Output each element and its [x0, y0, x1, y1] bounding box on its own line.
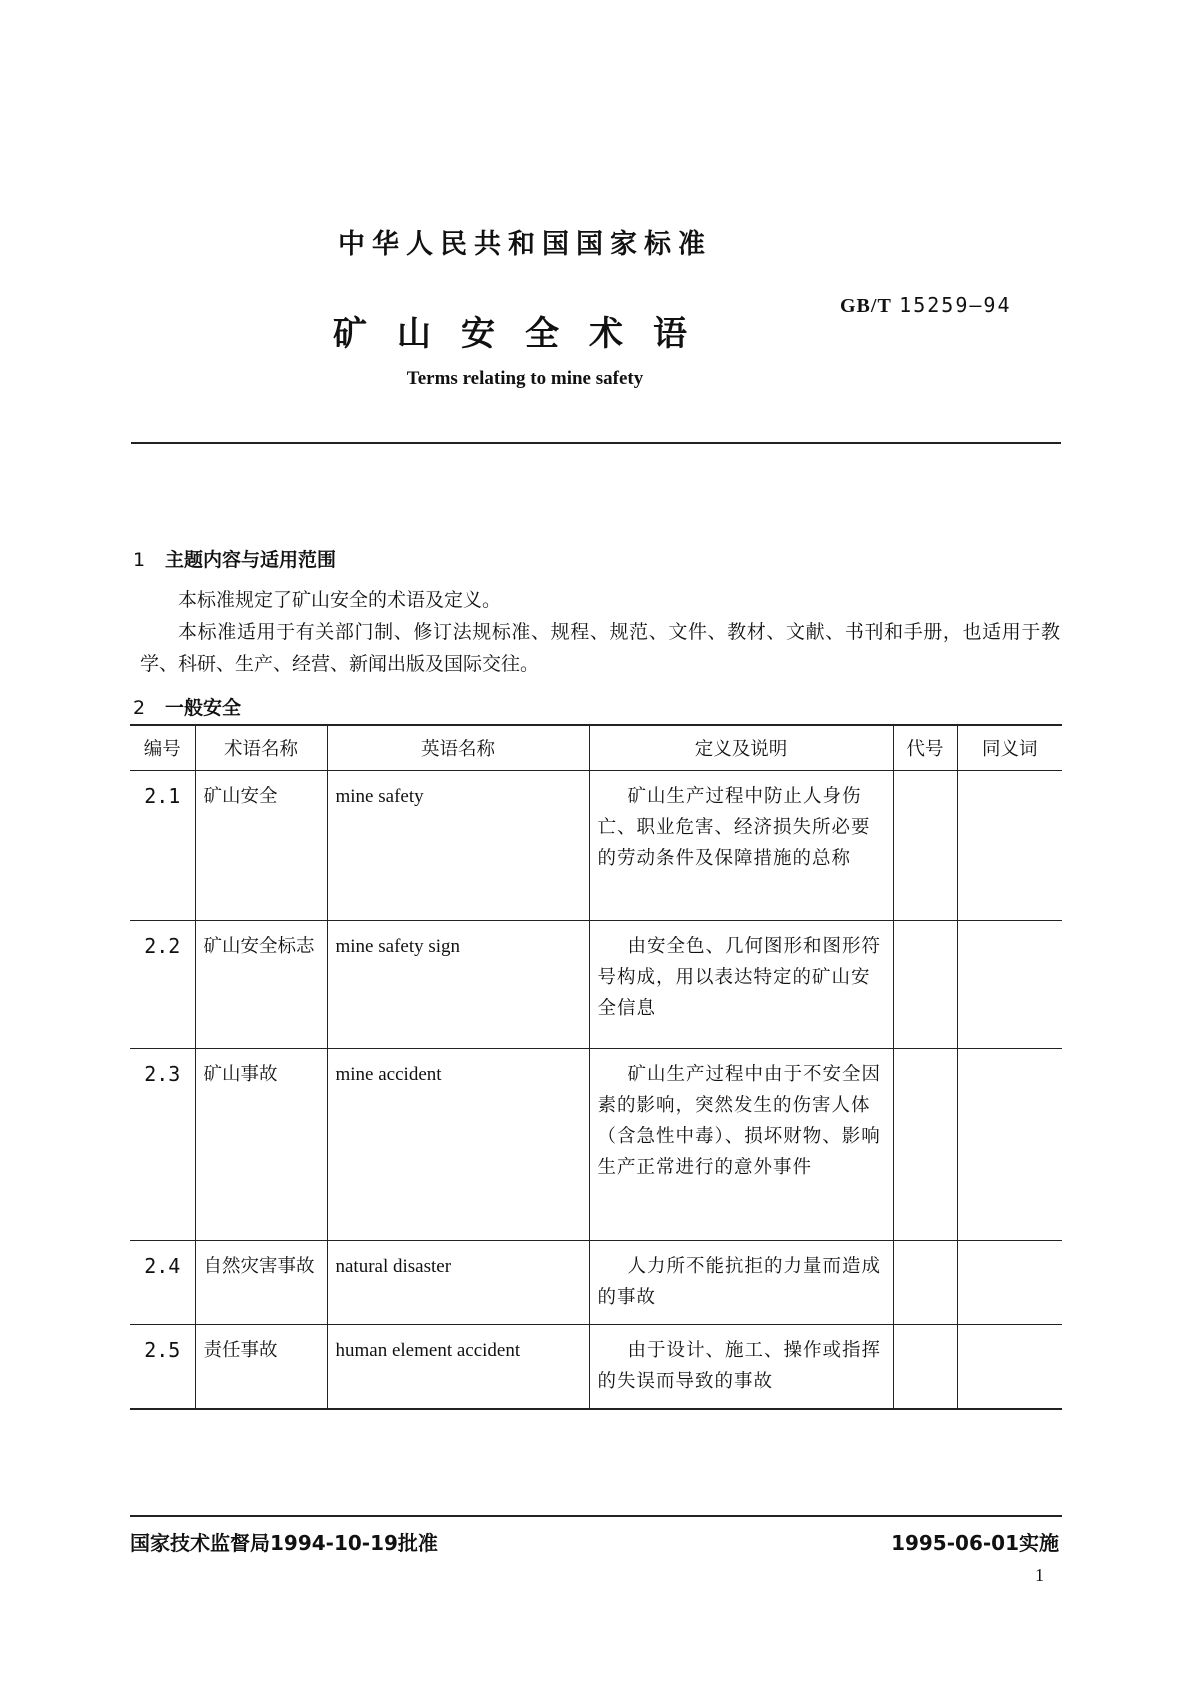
table-row — [130, 1241, 1062, 1325]
column-header-term: 术语名称 — [195, 725, 327, 771]
row-synonym — [957, 1241, 1062, 1325]
row-synonym — [957, 771, 1062, 921]
row-number: 2.3 — [130, 1049, 195, 1241]
row-code — [893, 921, 957, 1049]
implementation-date: 1995-06-01实施 — [891, 1531, 1059, 1555]
column-header-definition: 定义及说明 — [589, 725, 893, 771]
terms-table — [130, 724, 1062, 1410]
table-row — [130, 1325, 1062, 1409]
row-definition — [589, 1049, 893, 1241]
row-synonym — [957, 1049, 1062, 1241]
footer-divider — [130, 1515, 1062, 1517]
row-number: 2.4 — [130, 1241, 195, 1325]
section-1-title: 主题内容与适用范围 — [165, 549, 337, 571]
row-definition-text: 由于设计、施工、操作或指挥的失误而导致的事故 — [597, 1340, 882, 1392]
row-definition — [589, 771, 893, 921]
row-number: 2.2 — [130, 921, 195, 1049]
row-term: 责任事故 — [195, 1325, 327, 1409]
column-header-code: 代号 — [893, 725, 957, 771]
row-definition-text: 矿山生产过程中防止人身伤亡、职业危害、经济损失所必要的劳动条件及保障措施的总称 — [597, 786, 871, 869]
row-term: 矿山事故 — [195, 1049, 327, 1241]
table-row — [130, 1049, 1062, 1241]
section-2-title: 一般安全 — [165, 697, 242, 719]
document-subtitle: Terms relating to mine safety — [406, 368, 644, 389]
row-code — [893, 771, 957, 921]
table-header-row — [130, 725, 1062, 771]
row-number: 2.1 — [130, 771, 195, 921]
row-english: natural disaster — [327, 1241, 589, 1325]
row-code — [893, 1325, 957, 1409]
row-term: 矿山安全标志 — [195, 921, 327, 1049]
row-english: mine safety — [327, 771, 589, 921]
row-term: 自然灾害事故 — [195, 1241, 327, 1325]
row-synonym — [957, 921, 1062, 1049]
row-english: mine safety sign — [327, 921, 589, 1049]
row-english: mine accident — [327, 1049, 589, 1241]
section-1-heading — [133, 545, 336, 572]
row-code — [893, 1049, 957, 1241]
standard-code-prefix: GB/T — [840, 295, 892, 317]
section-1-paragraph-1: 本标准规定了矿山安全的术语及定义。 — [178, 589, 502, 611]
row-definition-text: 矿山生产过程中由于不安全因素的影响，突然发生的伤害人体（含急性中毒）、损坏财物、影响生产正常进行的意外事件 — [597, 1064, 882, 1178]
national-standard-heading: 中华人民共和国国家标准 — [338, 229, 712, 260]
row-definition-text: 由安全色、几何图形和图形符号构成，用以表达特定的矿山安全信息 — [597, 936, 882, 1019]
row-synonym — [957, 1325, 1062, 1409]
table-row — [130, 771, 1062, 921]
section-1-number: 1 — [133, 549, 146, 571]
table-row — [130, 921, 1062, 1049]
header-divider — [131, 442, 1061, 444]
section-2-heading — [133, 693, 241, 720]
row-code — [893, 1241, 957, 1325]
row-definition — [589, 1241, 893, 1325]
row-definition-text: 人力所不能抗拒的力量而造成的事故 — [597, 1256, 882, 1308]
approval-date: 国家技术监督局1994-10-19批准 — [130, 1531, 438, 1555]
row-number: 2.5 — [130, 1325, 195, 1409]
column-header-number: 编号 — [130, 725, 195, 771]
section-1-paragraph-2: 本标准适用于有关部门制、修订法规标准、规程、规范、文件、教材、文献、书刊和手册，也适用于教学、科研、生产、经营、新闻出版及国际交往。 — [140, 621, 1060, 675]
column-header-synonym: 同义词 — [957, 725, 1062, 771]
row-term: 矿山安全 — [195, 771, 327, 921]
row-english: human element accident — [327, 1325, 589, 1409]
row-definition — [589, 921, 893, 1049]
document-title: 矿山安全术语 — [333, 314, 717, 354]
page-number: 1 — [1035, 1565, 1044, 1585]
section-2-number: 2 — [133, 697, 146, 719]
standard-code-number: 15259—94 — [899, 293, 1012, 317]
row-definition — [589, 1325, 893, 1409]
column-header-english: 英语名称 — [327, 725, 589, 771]
